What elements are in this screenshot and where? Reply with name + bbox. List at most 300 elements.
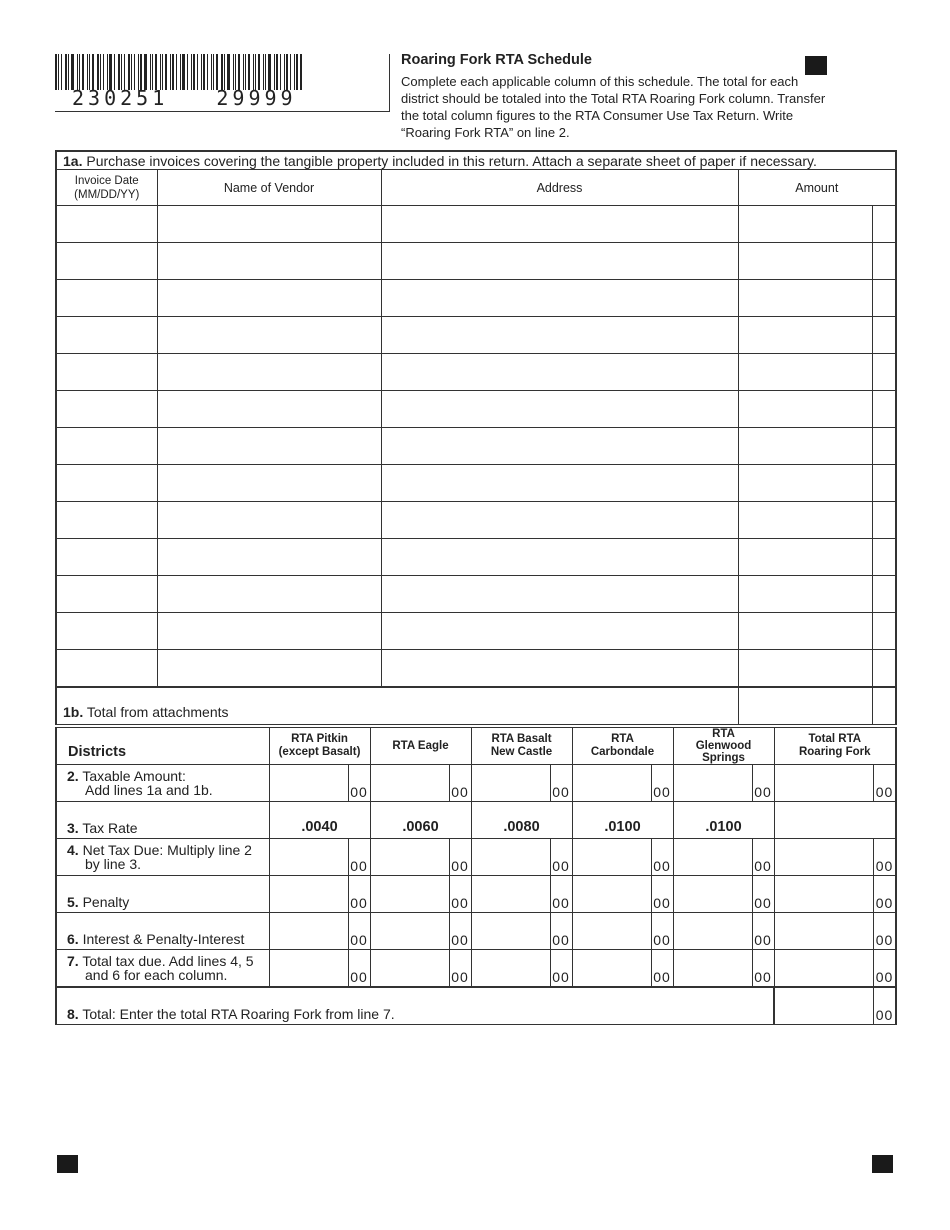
barcode (55, 54, 308, 90)
col-rta-basalt (471, 728, 572, 765)
barcode-bar (201, 54, 202, 90)
section-1b-number: 1b. (63, 703, 84, 720)
invoice-date-header (56, 170, 157, 206)
cents-label: 00 (451, 932, 469, 948)
cents-cell (873, 765, 895, 801)
vendor-cell[interactable] (157, 280, 381, 317)
line-label (56, 876, 269, 913)
cents-cell (348, 839, 370, 875)
col-rta-glenwood (673, 728, 774, 765)
invoice-row (56, 428, 896, 465)
invoice-row (56, 650, 896, 688)
schedule-description: Complete each applicable column of this schedule. The total for each district should be totaled into the Total RTA Roaring Fork column. Transfer the total column figures to the RTA Consumer Use Tax Return. Write “Roaring Fork RTA” on line 2. (401, 74, 826, 140)
invoice-row (56, 206, 896, 243)
barcode-bar (100, 54, 101, 90)
amount-field[interactable] (471, 950, 572, 988)
amount-field[interactable] (572, 839, 673, 876)
cents-cell (550, 765, 572, 801)
barcode-bar (180, 54, 181, 90)
barcode-bar (128, 54, 130, 90)
vendor-header: Name of Vendor (157, 170, 381, 206)
barcode-bar (211, 54, 212, 90)
barcode-bar (227, 54, 230, 90)
barcode-bar (97, 54, 99, 90)
cents-label: 00 (552, 932, 570, 948)
amount-field[interactable] (572, 765, 673, 802)
amount-field[interactable] (673, 839, 774, 876)
amount-cents-cell[interactable] (872, 317, 896, 354)
registration-marker-bottom-right (872, 1155, 893, 1173)
amount-field[interactable] (370, 765, 471, 802)
col-rta-pitkin-line1: RTA Pitkin (291, 733, 348, 745)
amount-field[interactable] (471, 913, 572, 950)
invoice-row (56, 391, 896, 428)
barcode-bar (213, 54, 214, 90)
tax-rate-value: .0100 (673, 802, 774, 839)
line-text: Taxable Amount: (82, 768, 186, 784)
section-1b-row (56, 687, 738, 724)
districts-table (55, 727, 897, 1025)
vendor-cell[interactable] (157, 613, 381, 650)
section-1b-text: Total from attachments (86, 703, 229, 720)
district-line-l6 (56, 913, 896, 950)
invoice-row (56, 317, 896, 354)
line-text: Penalty (82, 894, 130, 910)
barcode-bar (165, 54, 167, 90)
cents-label: 00 (875, 969, 894, 985)
address-cell[interactable] (381, 613, 738, 650)
amount-field[interactable] (471, 765, 572, 802)
header-rule (55, 111, 390, 112)
line-text-continued: by line 3. (85, 856, 142, 872)
line-number: 3. (67, 820, 79, 836)
cents-label: 00 (754, 932, 772, 948)
invoice-date-header-line2: (MM/DD/YY) (74, 188, 140, 201)
amount-cell[interactable] (738, 428, 872, 465)
invoice-date-cell[interactable] (56, 428, 157, 465)
amount-cell[interactable] (738, 502, 872, 539)
cents-cell (651, 839, 673, 875)
col-rta-carbondale-line1: RTA (611, 733, 634, 745)
amount-field[interactable] (269, 913, 370, 950)
invoice-row (56, 502, 896, 539)
barcode-bar (197, 54, 198, 90)
cents-label: 00 (653, 932, 671, 948)
amount-cell[interactable] (738, 650, 872, 688)
amount-field[interactable] (370, 876, 471, 913)
vendor-cell[interactable] (157, 539, 381, 576)
barcode-bar (294, 54, 295, 90)
cents-label: 00 (350, 858, 368, 874)
amount-cell[interactable] (738, 317, 872, 354)
address-cell[interactable] (381, 502, 738, 539)
amount-cents-cell[interactable] (872, 502, 896, 539)
col-rta-carbondale-line2: Carbondale (590, 746, 655, 758)
cents-cell (651, 876, 673, 912)
cents-cell (348, 876, 370, 912)
amount-field[interactable] (774, 876, 896, 913)
invoice-row (56, 576, 896, 613)
cents-label: 00 (875, 784, 894, 800)
section-1b-amount[interactable] (738, 687, 872, 724)
line-number: 7. (67, 953, 79, 969)
col-rta-glenwood-line2: Glenwood (695, 740, 752, 752)
barcode-bar (134, 54, 135, 90)
address-cell[interactable] (381, 243, 738, 280)
district-line-l3 (56, 802, 896, 839)
col-rta-basalt-line2: New Castle (490, 746, 553, 758)
registration-marker-top (805, 56, 827, 75)
cents-cell (873, 913, 895, 949)
tax-rate-blank (774, 802, 896, 839)
cents-label: 00 (451, 969, 469, 985)
invoice-date-cell[interactable] (56, 317, 157, 354)
address-cell[interactable] (381, 576, 738, 613)
line-label (56, 950, 269, 988)
amount-cell[interactable] (738, 354, 872, 391)
col-total-rta (774, 728, 896, 765)
barcode-bar (61, 54, 62, 90)
barcode-bar (65, 54, 67, 90)
barcode-bar (144, 54, 147, 90)
invoice-date-cell[interactable] (56, 539, 157, 576)
invoice-date-cell[interactable] (56, 650, 157, 688)
address-cell[interactable] (381, 539, 738, 576)
cents-label: 00 (875, 895, 894, 911)
amount-cents-cell[interactable] (872, 539, 896, 576)
invoice-date-cell[interactable] (56, 243, 157, 280)
barcode-bar (55, 54, 57, 90)
amount-cents-cell[interactable] (872, 206, 896, 243)
col-rta-glenwood-line1: RTA (712, 728, 735, 740)
cents-label: 00 (653, 895, 671, 911)
cents-cell (449, 913, 471, 949)
cents-cell (449, 876, 471, 912)
cents-label: 00 (653, 969, 671, 985)
barcode-bar (118, 54, 120, 90)
barcode-bar (296, 54, 298, 90)
section-1a-number: 1a. (63, 152, 83, 169)
section-1a-text: Purchase invoices covering the tangible property included in this return. Attach a separate sheet of paper if necessary. (86, 152, 817, 169)
barcode-bar (253, 54, 254, 90)
cents-cell (348, 950, 370, 986)
cents-cell (348, 765, 370, 801)
amount-field[interactable] (673, 765, 774, 802)
amount-cents-cell[interactable] (872, 243, 896, 280)
line-label (56, 802, 269, 839)
address-cell[interactable] (381, 428, 738, 465)
invoice-date-cell[interactable] (56, 391, 157, 428)
barcode-bar (121, 54, 122, 90)
vendor-cell[interactable] (157, 465, 381, 502)
barcode-bar (245, 54, 246, 90)
amount-field[interactable] (370, 839, 471, 876)
barcode-bar (263, 54, 264, 90)
barcode-bar (172, 54, 174, 90)
barcode-bar (191, 54, 192, 90)
cents-label: 00 (875, 1007, 894, 1023)
vendor-cell[interactable] (157, 502, 381, 539)
cents-label: 00 (754, 858, 772, 874)
line-label (56, 765, 269, 802)
barcode-bar (89, 54, 90, 90)
invoice-date-cell[interactable] (56, 576, 157, 613)
address-cell[interactable] (381, 650, 738, 688)
address-header: Address (381, 170, 738, 206)
district-line-l5 (56, 876, 896, 913)
cents-cell (651, 950, 673, 986)
amount-cents-cell[interactable] (872, 280, 896, 317)
districts-label: Districts (56, 728, 269, 765)
amount-field[interactable] (269, 839, 370, 876)
barcode-bar (216, 54, 218, 90)
invoice-row (56, 280, 896, 317)
barcode-bar (170, 54, 171, 90)
section-1a-title (56, 151, 896, 170)
barcode-bar (58, 54, 59, 90)
amount-cents-cell[interactable] (872, 465, 896, 502)
invoice-row (56, 539, 896, 576)
barcode-bar (280, 54, 281, 90)
amount-field[interactable] (673, 950, 774, 988)
amount-cell[interactable] (738, 465, 872, 502)
amount-cell[interactable] (738, 206, 872, 243)
cents-label: 00 (451, 858, 469, 874)
amount-cents-cell[interactable] (872, 391, 896, 428)
barcode-bar (268, 54, 271, 90)
barcode-bar (124, 54, 125, 90)
amount-field[interactable] (471, 876, 572, 913)
barcode-bar (182, 54, 185, 90)
barcode-bar (82, 54, 84, 90)
address-cell[interactable] (381, 206, 738, 243)
cents-cell (873, 839, 895, 875)
barcode-bar (68, 54, 69, 90)
col-total-rta-line1: Total RTA (808, 733, 862, 745)
barcode-bar (109, 54, 112, 90)
amount-field[interactable] (269, 876, 370, 913)
cents-label: 00 (653, 784, 671, 800)
amount-cell[interactable] (738, 391, 872, 428)
barcode-bar (193, 54, 195, 90)
cents-cell (873, 876, 895, 912)
barcode-bar (243, 54, 244, 90)
amount-cell[interactable] (738, 280, 872, 317)
col-total-rta-line2: Roaring Fork (798, 746, 871, 758)
cents-label: 00 (552, 784, 570, 800)
barcode-bar (187, 54, 188, 90)
barcode-bar (176, 54, 177, 90)
address-cell[interactable] (381, 317, 738, 354)
vendor-cell[interactable] (157, 206, 381, 243)
line-8-number: 8. (67, 1006, 79, 1022)
amount-field[interactable] (370, 950, 471, 988)
barcode-bar (235, 54, 236, 90)
barcode-bar (131, 54, 132, 90)
cents-cell (651, 765, 673, 801)
barcode-bar (274, 54, 275, 90)
invoice-row (56, 243, 896, 280)
amount-field[interactable] (774, 839, 896, 876)
line-number: 5. (67, 894, 79, 910)
barcode-bar (103, 54, 104, 90)
barcode-bar (140, 54, 142, 90)
col-rta-eagle (370, 728, 471, 765)
vendor-cell[interactable] (157, 428, 381, 465)
line-number: 6. (67, 931, 79, 947)
barcode-bar (138, 54, 139, 90)
amount-field[interactable] (774, 950, 896, 988)
cents-cell (873, 988, 895, 1024)
cents-cell (752, 839, 774, 875)
barcode-bar (77, 54, 78, 90)
invoice-row (56, 465, 896, 502)
amount-field[interactable] (572, 913, 673, 950)
barcode-bar (221, 54, 223, 90)
barcode-bar (284, 54, 285, 90)
cents-cell (873, 950, 895, 986)
amount-field[interactable] (572, 876, 673, 913)
cents-label: 00 (653, 858, 671, 874)
address-cell[interactable] (381, 391, 738, 428)
cents-label: 00 (552, 895, 570, 911)
address-cell[interactable] (381, 354, 738, 391)
vendor-cell[interactable] (157, 317, 381, 354)
cents-cell (752, 950, 774, 986)
barcode-bar (224, 54, 225, 90)
barcode-bar (203, 54, 205, 90)
amount-field[interactable] (774, 913, 896, 950)
tax-rate-value: .0080 (471, 802, 572, 839)
amount-field[interactable] (269, 765, 370, 802)
barcode-bar (258, 54, 260, 90)
line-text: Interest & Penalty-Interest (82, 931, 245, 947)
barcode-bar (248, 54, 250, 90)
cents-cell (651, 913, 673, 949)
barcode-bar (255, 54, 256, 90)
amount-cell[interactable] (738, 576, 872, 613)
line-number: 4. (67, 842, 79, 858)
amount-cell[interactable] (738, 243, 872, 280)
vendor-cell[interactable] (157, 650, 381, 688)
cents-label: 00 (552, 858, 570, 874)
line-label (56, 913, 269, 950)
cents-label: 00 (451, 784, 469, 800)
invoice-date-cell[interactable] (56, 465, 157, 502)
district-line-l7 (56, 950, 896, 988)
schedule-title: Roaring Fork RTA Schedule (401, 52, 592, 68)
cents-cell (550, 950, 572, 986)
line-text: Net Tax Due: Multiply line 2 (82, 842, 252, 858)
line-8-total-field[interactable] (774, 987, 896, 1025)
invoice-date-cell[interactable] (56, 206, 157, 243)
amount-field[interactable] (370, 913, 471, 950)
barcode-bar (150, 54, 151, 90)
barcode-bar (238, 54, 240, 90)
col-rta-eagle-line1: RTA Eagle (392, 739, 449, 752)
amount-field[interactable] (673, 876, 774, 913)
cents-label: 00 (875, 932, 894, 948)
cents-label: 00 (350, 784, 368, 800)
cents-label: 00 (451, 895, 469, 911)
barcode-bar (114, 54, 115, 90)
amount-cents-cell[interactable] (872, 650, 896, 688)
vendor-cell[interactable] (157, 391, 381, 428)
amount-cell[interactable] (738, 613, 872, 650)
registration-marker-bottom-left (57, 1155, 78, 1173)
col-rta-basalt-line1: RTA Basalt (491, 733, 552, 745)
amount-cents-cell[interactable] (872, 613, 896, 650)
invoice-date-cell[interactable] (56, 502, 157, 539)
barcode-bar (160, 54, 161, 90)
amount-field[interactable] (673, 913, 774, 950)
cents-label: 00 (754, 895, 772, 911)
cents-label: 00 (754, 969, 772, 985)
barcode-bar (276, 54, 278, 90)
invoice-date-cell[interactable] (56, 354, 157, 391)
line-text: Tax Rate (82, 820, 138, 836)
barcode-bar (290, 54, 291, 90)
amount-cents-cell[interactable] (872, 428, 896, 465)
invoice-table (55, 150, 897, 725)
invoice-date-cell[interactable] (56, 280, 157, 317)
barcode-bar (152, 54, 153, 90)
address-cell[interactable] (381, 465, 738, 502)
barcode-bar (233, 54, 234, 90)
cents-cell (752, 913, 774, 949)
barcode-bar (79, 54, 80, 90)
cents-cell (752, 876, 774, 912)
col-rta-glenwood-line3: Springs (702, 752, 745, 764)
cents-label: 00 (552, 969, 570, 985)
vendor-cell[interactable] (157, 243, 381, 280)
vendor-cell[interactable] (157, 354, 381, 391)
amount-field[interactable] (774, 765, 896, 802)
cents-label: 00 (875, 858, 894, 874)
invoice-row (56, 613, 896, 650)
amount-field[interactable] (572, 950, 673, 988)
barcode-bar (286, 54, 288, 90)
amount-field[interactable] (471, 839, 572, 876)
invoice-date-header-line1: Invoice Date (74, 174, 139, 187)
amount-field[interactable] (269, 950, 370, 988)
line-label (56, 839, 269, 876)
barcode-bar (265, 54, 266, 90)
col-rta-pitkin-line2: (except Basalt) (278, 746, 361, 758)
section-1b-cents[interactable] (872, 687, 896, 724)
cents-cell (449, 950, 471, 986)
amount-cents-cell[interactable] (872, 354, 896, 391)
barcode-bar (87, 54, 88, 90)
line-8-text: Total: Enter the total RTA Roaring Fork from line 7. (82, 1006, 395, 1022)
col-rta-carbondale (572, 728, 673, 765)
cents-cell (449, 839, 471, 875)
cents-label: 00 (350, 969, 368, 985)
cents-cell (348, 913, 370, 949)
amount-cell[interactable] (738, 539, 872, 576)
barcode-bar (207, 54, 208, 90)
district-line-l2 (56, 765, 896, 802)
cents-cell (550, 876, 572, 912)
tax-rate-value: .0060 (370, 802, 471, 839)
vendor-cell[interactable] (157, 576, 381, 613)
address-cell[interactable] (381, 280, 738, 317)
invoice-date-cell[interactable] (56, 613, 157, 650)
line-8-label (56, 987, 774, 1025)
cents-label: 00 (350, 932, 368, 948)
district-line-l4 (56, 839, 896, 876)
amount-cents-cell[interactable] (872, 576, 896, 613)
